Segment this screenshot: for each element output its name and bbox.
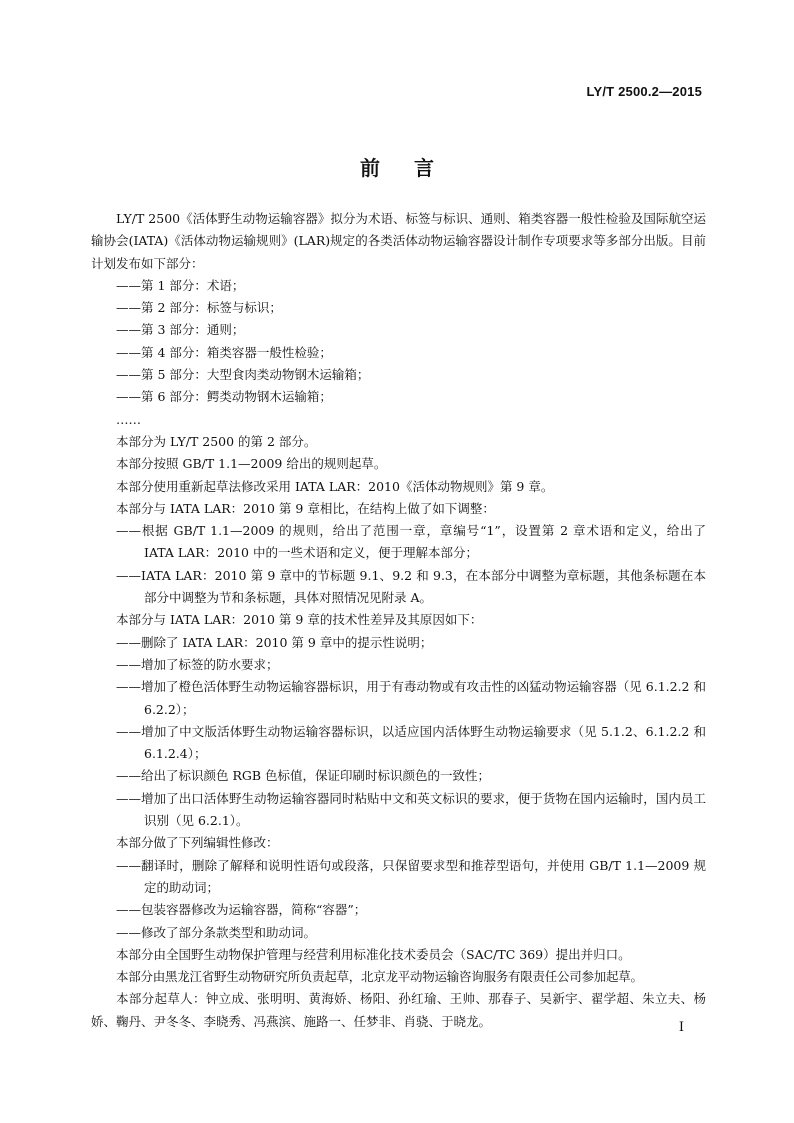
paragraph-drafting-rules: 本部分按照 GB/T 1.1—2009 给出的规则起草。 — [116, 456, 387, 472]
paragraph-drafters: 本部分起草人：钟立成、张明明、黄海娇、杨阳、孙红瑜、王帅、那春子、吴新宇、翟学超、朱立夫、杨娇、鞠丹、尹冬冬、李晓秀、冯燕滨、施路一、任梦非、肖骁、于晓龙。 — [91, 991, 706, 1029]
list-item-part-3: ——第 3 部分：通则； — [116, 322, 245, 338]
list-item-part-2: ——第 2 部分：标签与标识； — [116, 300, 282, 316]
list-item-part-1: ——第 1 部分：术语； — [116, 277, 245, 293]
page-title: 前言 — [360, 156, 468, 180]
paragraph-proposer: 本部分由全国野生动物保护管理与经营利用标准化技术委员会（SAC/TC 369）提出并归口。 — [116, 946, 631, 962]
list-item-part-5: ——第 5 部分：大型食肉类动物钢木运输箱； — [116, 367, 370, 383]
paragraph-structure-intro: 本部分与 IATA LAR：2010 第 9 章相比，在结构上做了如下调整： — [116, 500, 495, 516]
intro-paragraph: LY/T 2500《活体野生动物运输容器》拟分为术语、标签与标识、通则、箱类容器一般性检验及国际航空运输协会(IATA)《活体动物运输规则》(LAR)规定的各类活体动物运输容器设计制作专项要求等多部分出版。目前计划发布如下部分： — [91, 211, 706, 271]
list-item-technical-3: ——增加了橙色活体野生动物运输容器标识，用于有毒动物或有攻击性的凶猛动物运输容器（见 6.1.2.2 和 6.2.2）； — [116, 679, 706, 717]
list-item-technical-1: ——删除了 IATA LAR：2010 第 9 章中的提示性说明； — [116, 634, 433, 650]
list-item-editorial-1: ——翻译时，删除了解释和说明性语句或段落，只保留要求型和推荐型语句，并使用 GB/T 1.1—2009 规定的助动词； — [116, 857, 706, 895]
paragraph-drafting-units: 本部分由黑龙江省野生动物研究所负责起草，北京龙平动物运输咨询服务有限责任公司参加起草。 — [116, 969, 643, 985]
list-ellipsis: …… — [116, 411, 141, 427]
list-item-editorial-3: ——修改了部分条款类型和助动词。 — [116, 924, 317, 940]
page-number: I — [678, 1020, 684, 1035]
list-item-technical-5: ——给出了标识颜色 RGB 色标值，保证印刷时标识颜色的一致性； — [116, 768, 491, 784]
foreword-body — [91, 208, 706, 1033]
list-item-part-6: ——第 6 部分：鳄类动物钢木运输箱； — [116, 389, 332, 405]
list-item-technical-6: ——增加了出口活体野生动物运输容器同时粘贴中文和英文标识的要求，便于货物在国内运输时，国内员工识别（见 6.2.1）。 — [116, 790, 706, 829]
paragraph-technical-intro: 本部分与 IATA LAR：2010 第 9 章的技术性差异及其原因如下： — [116, 612, 483, 628]
paragraph-adoption: 本部分使用重新起草法修改采用 IATA LAR：2010《活体动物规则》第 9 章。 — [116, 478, 554, 494]
list-item-structure-1: ——根据 GB/T 1.1—2009 的规则，给出了范围一章，章编号“1”，设置第 2 章术语和定义，给出了 IATA LAR：2010 中的一些术语和定义，便于理解本部分； — [116, 523, 706, 561]
list-item-structure-2: ——IATA LAR：2010 第 9 章中的节标题 9.1、9.2 和 9.3，在本部分中调整为章标题，其他条标题在本部分中调整为节和条标题，具体对照情况见附录 A。 — [116, 567, 706, 606]
list-item-technical-2: ——增加了标签的防水要求； — [116, 656, 279, 672]
list-item-technical-4: ——增加了中文版活体野生动物运输容器标识，以适应国内活体野生动物运输要求（见 5.1.2、6.1.2.2 和 6.1.2.4）； — [116, 723, 706, 762]
list-item-editorial-2: ——包装容器修改为运输容器，简称“容器”； — [116, 902, 367, 918]
list-item-part-4: ——第 4 部分：箱类容器一般性检验； — [116, 344, 332, 360]
paragraph-editorial-intro: 本部分做了下列编辑性修改： — [116, 835, 279, 851]
standard-number: LY/T 2500.2—2015 — [586, 84, 702, 99]
paragraph-part-number: 本部分为 LY/T 2500 的第 2 部分。 — [116, 433, 317, 449]
